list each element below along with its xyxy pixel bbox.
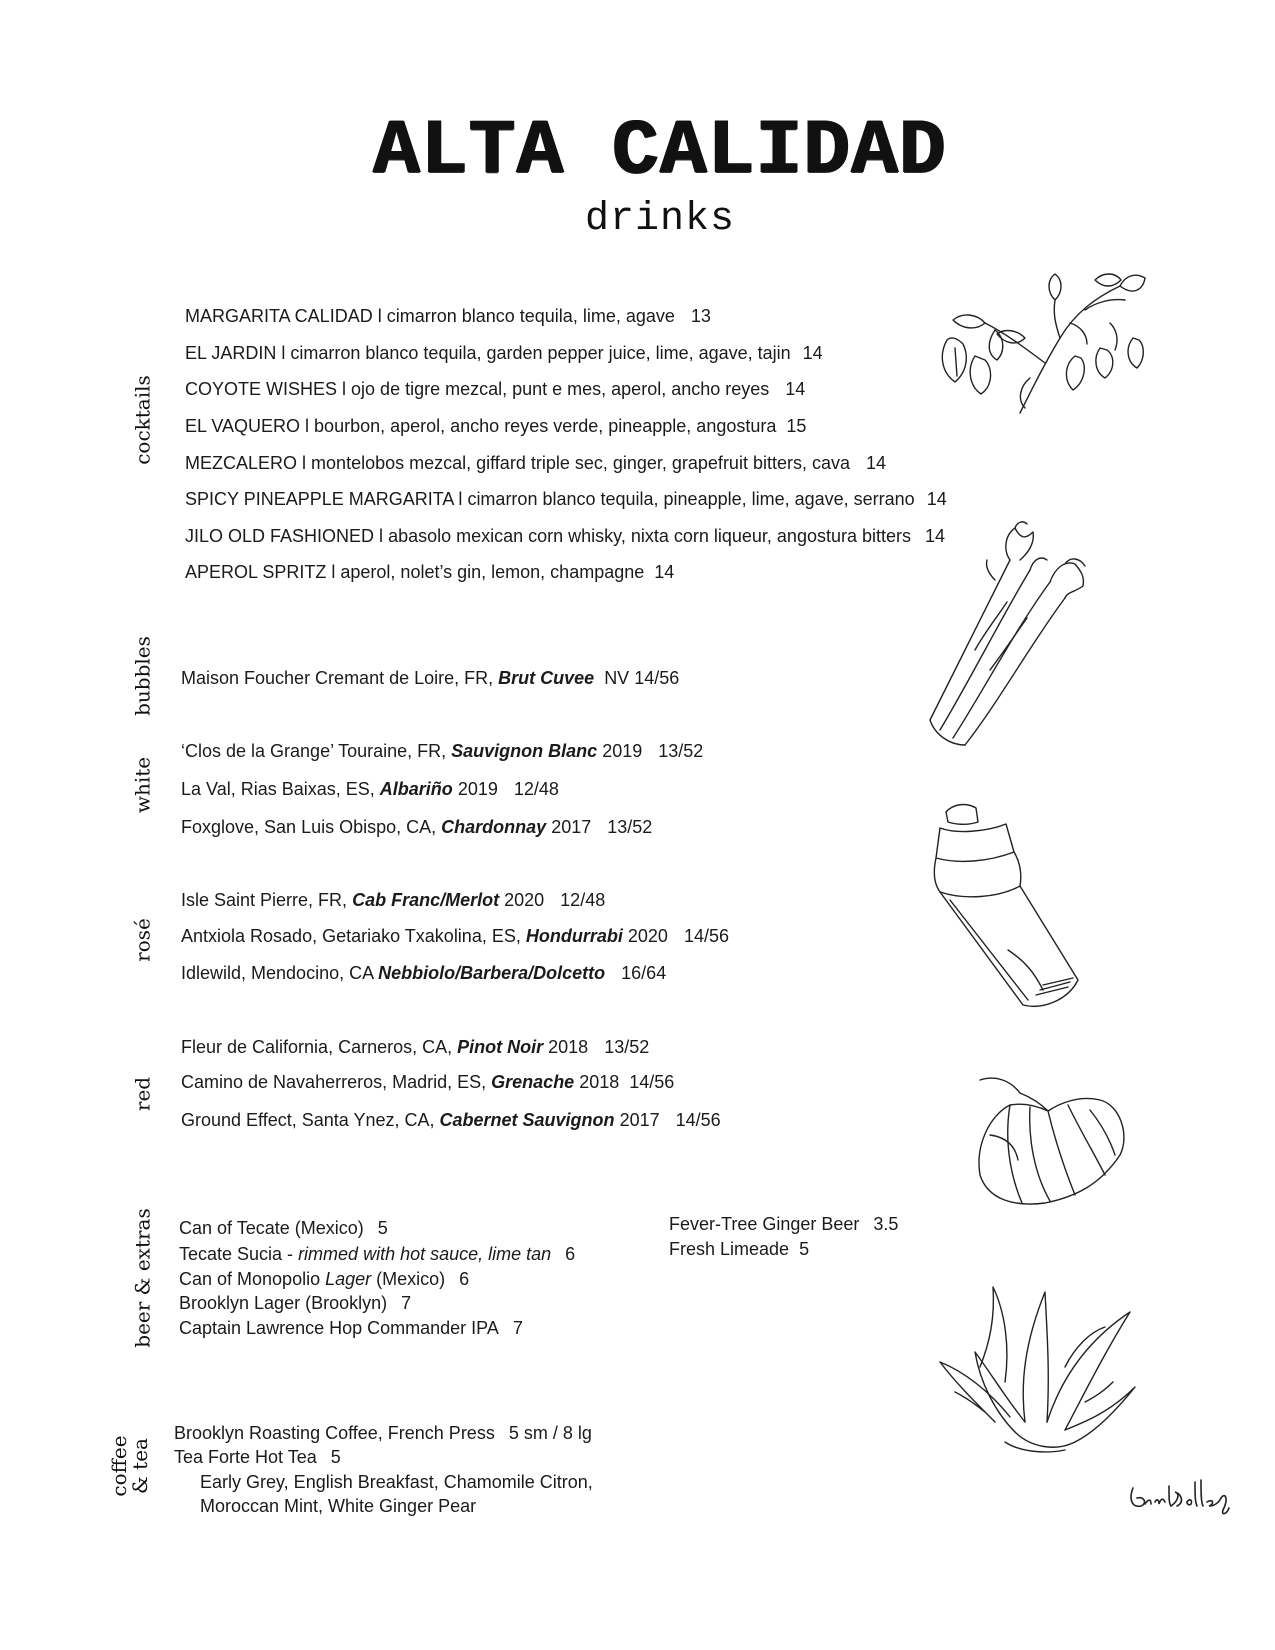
bubbles-item: Maison Foucher Cremant de Loire, FR, Brut Cuvee NV 14/56 <box>181 668 680 688</box>
white-wine-item: ‘Clos de la Grange’ Touraine, FR, Sauvignon Blanc 2019 13/52 <box>181 741 704 761</box>
cocktail-shaker-icon <box>928 800 1083 1015</box>
rose-wine-item: Antxiola Rosado, Getariako Txakolina, ES, Hondurrabi 2020 14/56 <box>181 926 729 946</box>
section-label-coffee-tea <box>109 1435 151 1496</box>
white-wine-item: La Val, Rias Baixas, ES, Albariño 2019 12/48 <box>181 779 559 799</box>
beer-item: Can of Tecate (Mexico) 5 <box>179 1218 388 1238</box>
red-wine-item: Ground Effect, Santa Ynez, CA, Cabernet Sauvignon 2017 14/56 <box>181 1110 721 1130</box>
artist-signature-icon <box>1125 1468 1235 1518</box>
celery-icon <box>915 520 1090 750</box>
tea-flavors-line: Early Grey, English Breakfast, Chamomile Citron, <box>200 1472 593 1492</box>
white-wine-item: Foxglove, San Luis Obispo, CA, Chardonnay 2017 13/52 <box>181 817 653 837</box>
section-label-red: red <box>130 1076 155 1112</box>
cocktail-item: MARGARITA CALIDAD l cimarron blanco tequila, lime, agave 13 <box>185 306 711 326</box>
red-wine-item: Fleur de California, Carneros, CA, Pinot Noir 2018 13/52 <box>181 1037 650 1057</box>
tea-flavors-line: Moroccan Mint, White Ginger Pear <box>200 1496 477 1516</box>
section-label-bubbles: bubbles <box>130 636 155 716</box>
cocktail-item: APEROL SPRITZ l aperol, nolet’s gin, lemon, champagne 14 <box>185 562 675 582</box>
beer-item: Can of Monopolio Lager (Mexico) 6 <box>179 1269 470 1289</box>
section-label-white: white <box>130 756 155 814</box>
cocktail-item: EL VAQUERO l bourbon, aperol, ancho reyes verde, pineapple, angostura 15 <box>185 416 807 436</box>
section-label-coffee-line1: coffee <box>107 1435 131 1497</box>
beer-item: Captain Lawrence Hop Commander IPA 7 <box>179 1318 523 1338</box>
section-label-rose: rosé <box>130 918 155 962</box>
menu-subtitle: drinks <box>584 197 736 242</box>
tea-item: Tea Forte Hot Tea 5 <box>174 1447 341 1467</box>
menu-title: ALTA CALIDAD <box>373 108 947 196</box>
beer-item: Tecate Sucia - rimmed with hot sauce, lime tan 6 <box>179 1244 576 1264</box>
section-label-coffee-line2: & tea <box>128 1438 152 1494</box>
cocktail-item: MEZCALERO l montelobos mezcal, giffard triple sec, ginger, grapefruit bitters, cava 14 <box>185 453 887 473</box>
coffee-item: Brooklyn Roasting Coffee, French Press 5 sm / 8 lg <box>174 1423 592 1443</box>
tomatillo-fruit-icon <box>970 1075 1135 1210</box>
cocktail-item: JILO OLD FASHIONED l abasolo mexican corn whisky, nixta corn liqueur, angostura bitters 14 <box>185 526 946 546</box>
agave-icon <box>935 1272 1140 1457</box>
cocktail-item: SPICY PINEAPPLE MARGARITA l cimarron blanco tequila, pineapple, lime, agave, serrano 14 <box>185 489 947 509</box>
tomatillo-plant-icon <box>935 268 1150 418</box>
cocktail-item: EL JARDIN l cimarron blanco tequila, garden pepper juice, lime, agave, tajin 14 <box>185 343 823 363</box>
section-label-beer-extras: beer & extras <box>130 1208 155 1348</box>
beer-item: Brooklyn Lager (Brooklyn) 7 <box>179 1293 412 1313</box>
extras-item: Fever-Tree Ginger Beer 3.5 <box>669 1214 899 1234</box>
section-label-cocktails: cocktails <box>130 375 155 465</box>
cocktail-item: COYOTE WISHES l ojo de tigre mezcal, punt e mes, aperol, ancho reyes 14 <box>185 379 806 399</box>
rose-wine-item: Isle Saint Pierre, FR, Cab Franc/Merlot 2020 12/48 <box>181 890 606 910</box>
rose-wine-item: Idlewild, Mendocino, CA Nebbiolo/Barbera/Dolcetto 16/64 <box>181 963 667 983</box>
extras-item: Fresh Limeade 5 <box>669 1239 810 1259</box>
red-wine-item: Camino de Navaherreros, Madrid, ES, Grenache 2018 14/56 <box>181 1072 675 1092</box>
